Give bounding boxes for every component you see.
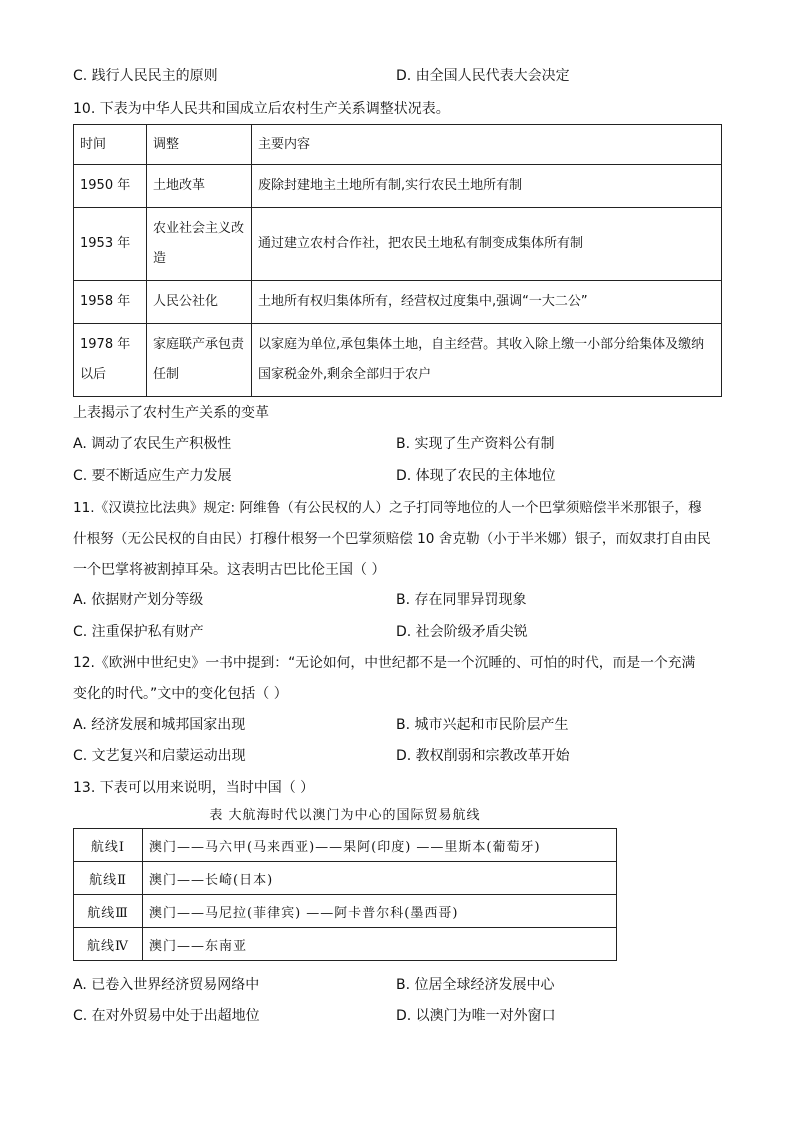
q12-stem-line1: 12.《欧洲中世纪史》一书中提到：“无论如何，中世纪都不是一个沉睡的、可怕的时代，而是一个充满 [73, 655, 696, 671]
q11-stem-line1: 11.《汉谟拉比法典》规定: 阿维鲁（有公民权的人）之子打同等地位的人一个巴掌须赔偿半米那银子，穆 [73, 500, 702, 516]
route-name: 航线Ⅱ [74, 862, 143, 895]
cell-adjust: 人民公社化 [147, 281, 252, 324]
q12-option-a[interactable]: A. 经济发展和城邦国家出现 [73, 717, 246, 733]
header-adjust: 调整 [147, 125, 252, 165]
table-row [74, 324, 722, 397]
q12-option-c[interactable]: C. 文艺复兴和启蒙运动出现 [73, 748, 246, 764]
cell-adjust: 农业社会主义改造 [147, 208, 252, 281]
q11-option-b[interactable]: B. 存在同罪异罚现象 [396, 592, 527, 608]
header-content: 主要内容 [252, 125, 722, 165]
table-row [74, 208, 722, 281]
cell-time: 1953 年 [74, 208, 147, 281]
q13-table-caption: 表 大航海时代以澳门为中心的国际贸易航线 [209, 808, 481, 823]
table-row [74, 928, 617, 961]
route-name: 航线Ⅰ [74, 829, 143, 862]
q11-option-a[interactable]: A. 依据财产划分等级 [73, 592, 204, 608]
table-row [74, 895, 617, 928]
table-row [74, 862, 617, 895]
q13-stem: 13. 下表可以用来说明，当时中国（ ） [73, 780, 315, 796]
cell-content: 废除封建地主土地所有制,实行农民土地所有制 [252, 165, 722, 208]
q13-option-d[interactable]: D. 以澳门为唯一对外窗口 [396, 1008, 556, 1024]
q13-route-table [73, 828, 617, 961]
table-row [74, 281, 722, 324]
table-header-row [74, 125, 722, 165]
q13-option-b[interactable]: B. 位居全球经济发展中心 [396, 977, 555, 993]
cell-time: 1958 年 [74, 281, 147, 324]
route-path: 澳门——长崎(日本) [143, 862, 617, 895]
q10-table [73, 124, 722, 397]
route-path: 澳门——东南亚 [143, 928, 617, 961]
q10-option-c[interactable]: C. 要不断适应生产力发展 [73, 468, 232, 484]
q11-stem-line3: 一个巴掌将被割掉耳朵。这表明古巴比伦王国（ ） [73, 562, 386, 578]
q12-option-d[interactable]: D. 教权削弱和宗教改革开始 [396, 748, 570, 764]
q9-option-d[interactable]: D. 由全国人民代表大会决定 [396, 68, 570, 84]
q13-option-c[interactable]: C. 在对外贸易中处于出超地位 [73, 1008, 260, 1024]
cell-time: 1950 年 [74, 165, 147, 208]
q9-option-c[interactable]: C. 践行人民民主的原则 [73, 68, 218, 84]
q10-question: 上表揭示了农村生产关系的变革 [73, 405, 269, 421]
cell-content: 通过建立农村合作社，把农民土地私有制变成集体所有制 [252, 208, 722, 281]
q11-option-d[interactable]: D. 社会阶级矛盾尖锐 [396, 624, 528, 640]
q13-option-a[interactable]: A. 已卷入世界经济贸易网络中 [73, 977, 260, 993]
q12-stem-line2: 变化的时代。”文中的变化包括（ ） [73, 686, 288, 702]
table-row [74, 165, 722, 208]
route-name: 航线Ⅲ [74, 895, 143, 928]
table-row [74, 829, 617, 862]
q10-stem: 10. 下表为中华人民共和国成立后农村生产关系调整状况表。 [73, 101, 450, 117]
q12-option-b[interactable]: B. 城市兴起和市民阶层产生 [396, 717, 569, 733]
q11-stem-line2: 什根努（无公民权的自由民）打穆什根努一个巴掌须赔偿 10 舍克勒（小于半米娜）银子，而奴隶打自由民 [73, 531, 711, 547]
q10-option-a[interactable]: A. 调动了农民生产积极性 [73, 436, 232, 452]
route-name: 航线Ⅳ [74, 928, 143, 961]
q10-option-b[interactable]: B. 实现了生产资料公有制 [396, 436, 555, 452]
route-path: 澳门——马尼拉(菲律宾) ——阿卡普尔科(墨西哥) [143, 895, 617, 928]
cell-content: 土地所有权归集体所有，经营权过度集中,强调“一大二公” [252, 281, 722, 324]
cell-time: 1978 年以后 [74, 324, 147, 397]
route-path: 澳门——马六甲(马来西亚)——果阿(印度) ——里斯本(葡萄牙) [143, 829, 617, 862]
q10-option-d[interactable]: D. 体现了农民的主体地位 [396, 468, 556, 484]
cell-adjust: 家庭联产承包责任制 [147, 324, 252, 397]
header-time: 时间 [74, 125, 147, 165]
q11-option-c[interactable]: C. 注重保护私有财产 [73, 624, 204, 640]
cell-adjust: 土地改革 [147, 165, 252, 208]
cell-content: 以家庭为单位,承包集体土地，自主经营。其收入除上缴一小部分给集体及缴纳国家税金外,剩余全部归于农户 [252, 324, 722, 397]
